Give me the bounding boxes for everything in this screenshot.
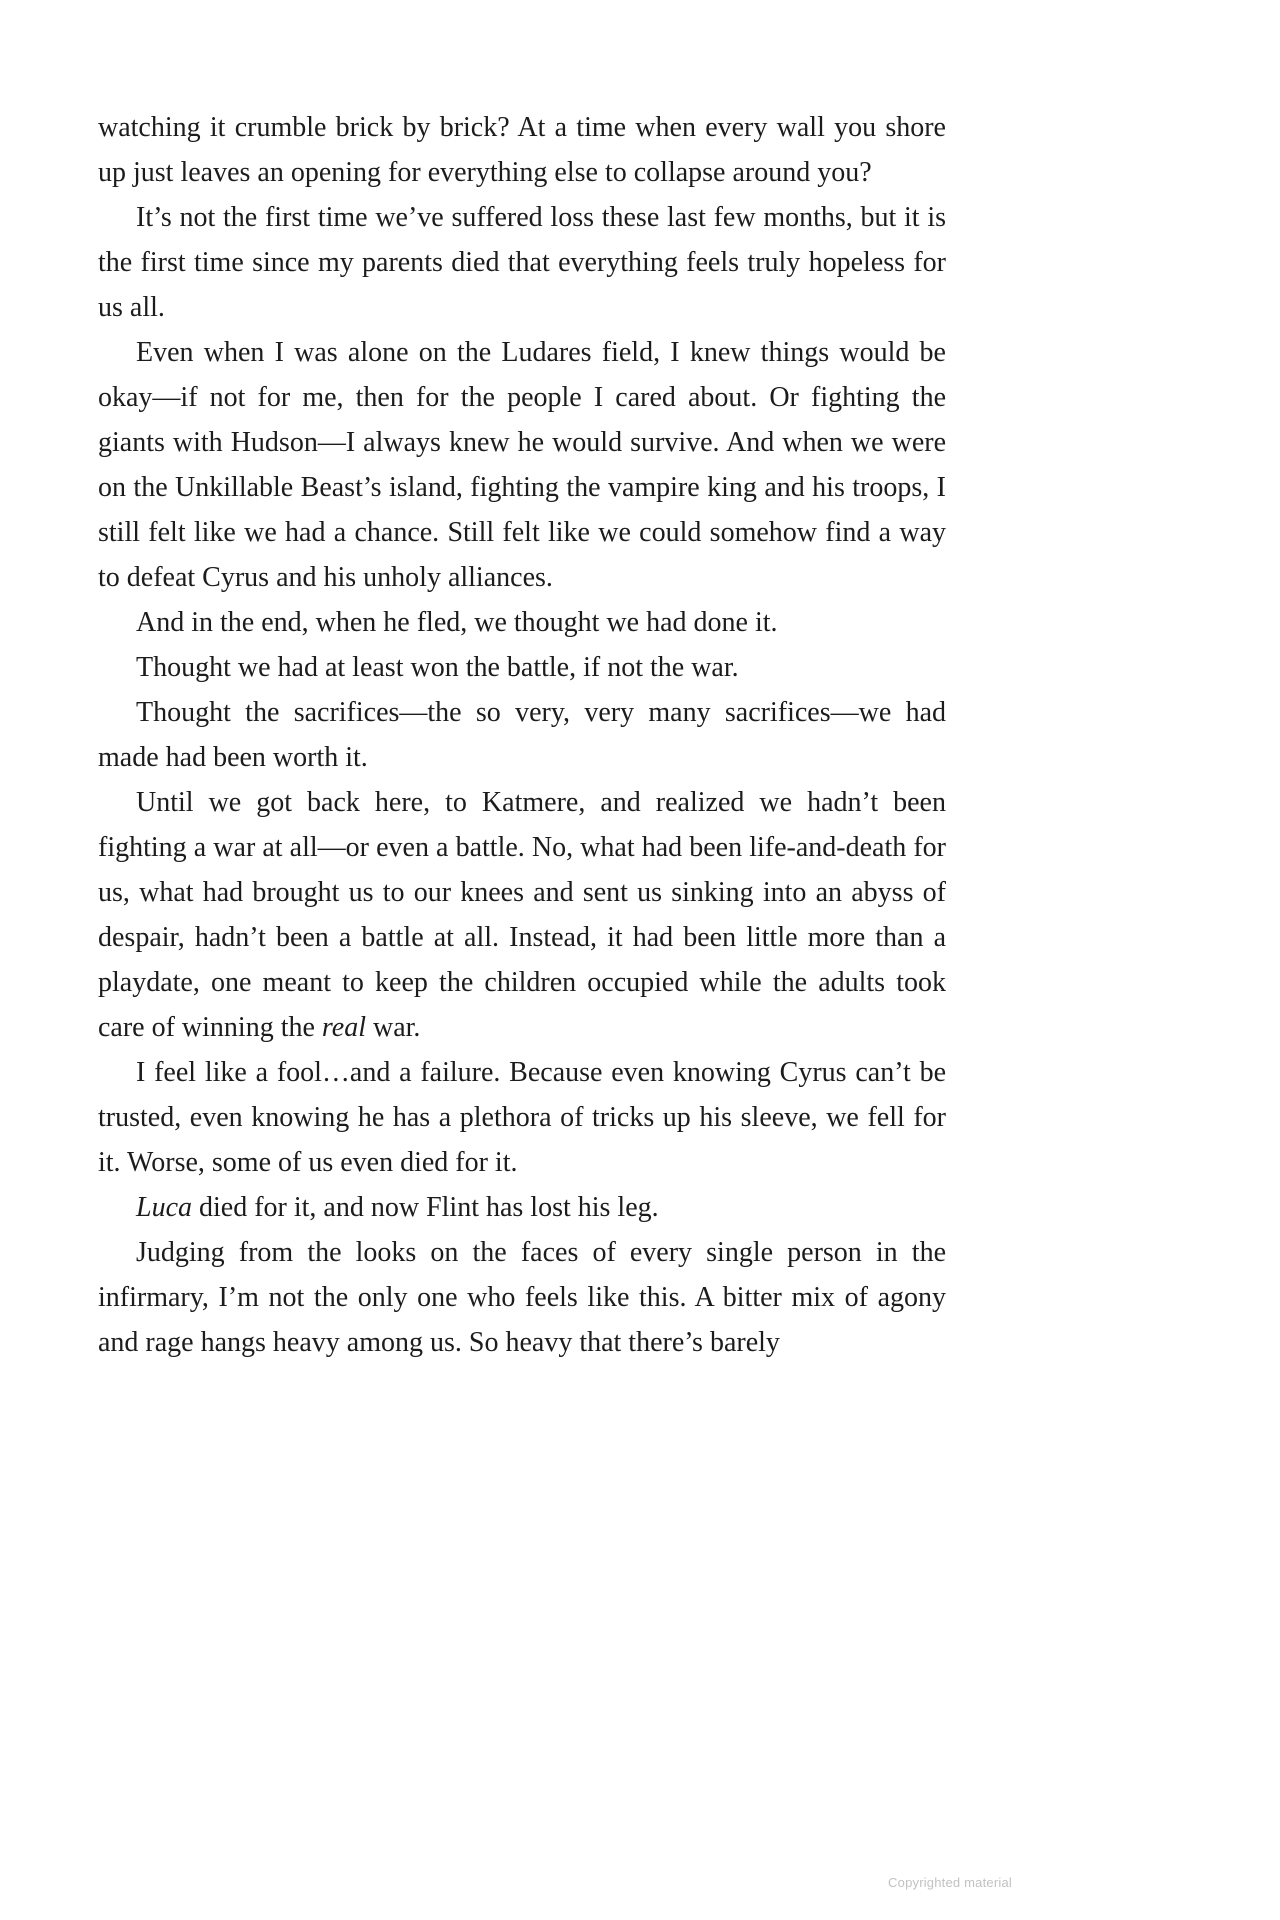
text-run: war.	[366, 1012, 421, 1043]
text-run-italic: real	[321, 1012, 366, 1043]
paragraph	[98, 330, 946, 600]
text-run-italic: Luca	[136, 1192, 192, 1223]
paragraph	[98, 105, 946, 195]
copyright-watermark: Copyrighted material	[888, 1875, 1012, 1890]
text-run: Until we got back here, to Katmere, and realized we hadn’t been fighting a war at all—or even a battle. No, what had been life-and-death for us, what had brought us to our knees and sent us sinking into an abyss of despair, hadn’t been a battle at all. Instead, it had been little more than a playdate, one meant to keep the children occupied while the adults took care of winning the	[98, 787, 946, 1043]
paragraph	[98, 645, 946, 690]
page-text	[98, 105, 946, 1365]
paragraph	[98, 600, 946, 645]
text-run: And in the end, when he fled, we thought we had done it.	[136, 607, 778, 638]
text-run: Judging from the looks on the faces of every single person in the infirmary, I’m not the only one who feels like this. A bitter mix of agony and rage hangs heavy among us. So heavy that there’s barely	[98, 1237, 946, 1358]
paragraph	[98, 1230, 946, 1365]
paragraph	[98, 690, 946, 780]
text-run: watching it crumble brick by brick? At a time when every wall you shore up just leaves an opening for everything else to collapse around you?	[98, 112, 946, 188]
text-run: It’s not the first time we’ve suffered loss these last few months, but it is the first time since my parents died that everything feels truly hopeless for us all.	[98, 202, 946, 323]
paragraph	[98, 195, 946, 330]
paragraph	[98, 780, 946, 1050]
text-run: Even when I was alone on the Ludares field, I knew things would be okay—if not for me, then for the people I cared about. Or fighting the giants with Hudson—I always knew he would survive. And when we were on the Unkillable Beast’s island, fighting the vampire king and his troops, I still felt like we had a chance. Still felt like we could somehow find a way to defeat Cyrus and his unholy alliances.	[98, 337, 946, 593]
text-run: died for it, and now Flint has lost his leg.	[192, 1192, 659, 1223]
paragraph	[98, 1185, 946, 1230]
paragraph	[98, 1050, 946, 1185]
text-run: I feel like a fool…and a failure. Because even knowing Cyrus can’t be trusted, even knowing he has a plethora of tricks up his sleeve, we fell for it. Worse, some of us even died for it.	[98, 1057, 946, 1178]
text-run: Thought we had at least won the battle, if not the war.	[136, 652, 739, 683]
text-run: Thought the sacrifices—the so very, very many sacrifices—we had made had been worth it.	[98, 697, 946, 773]
